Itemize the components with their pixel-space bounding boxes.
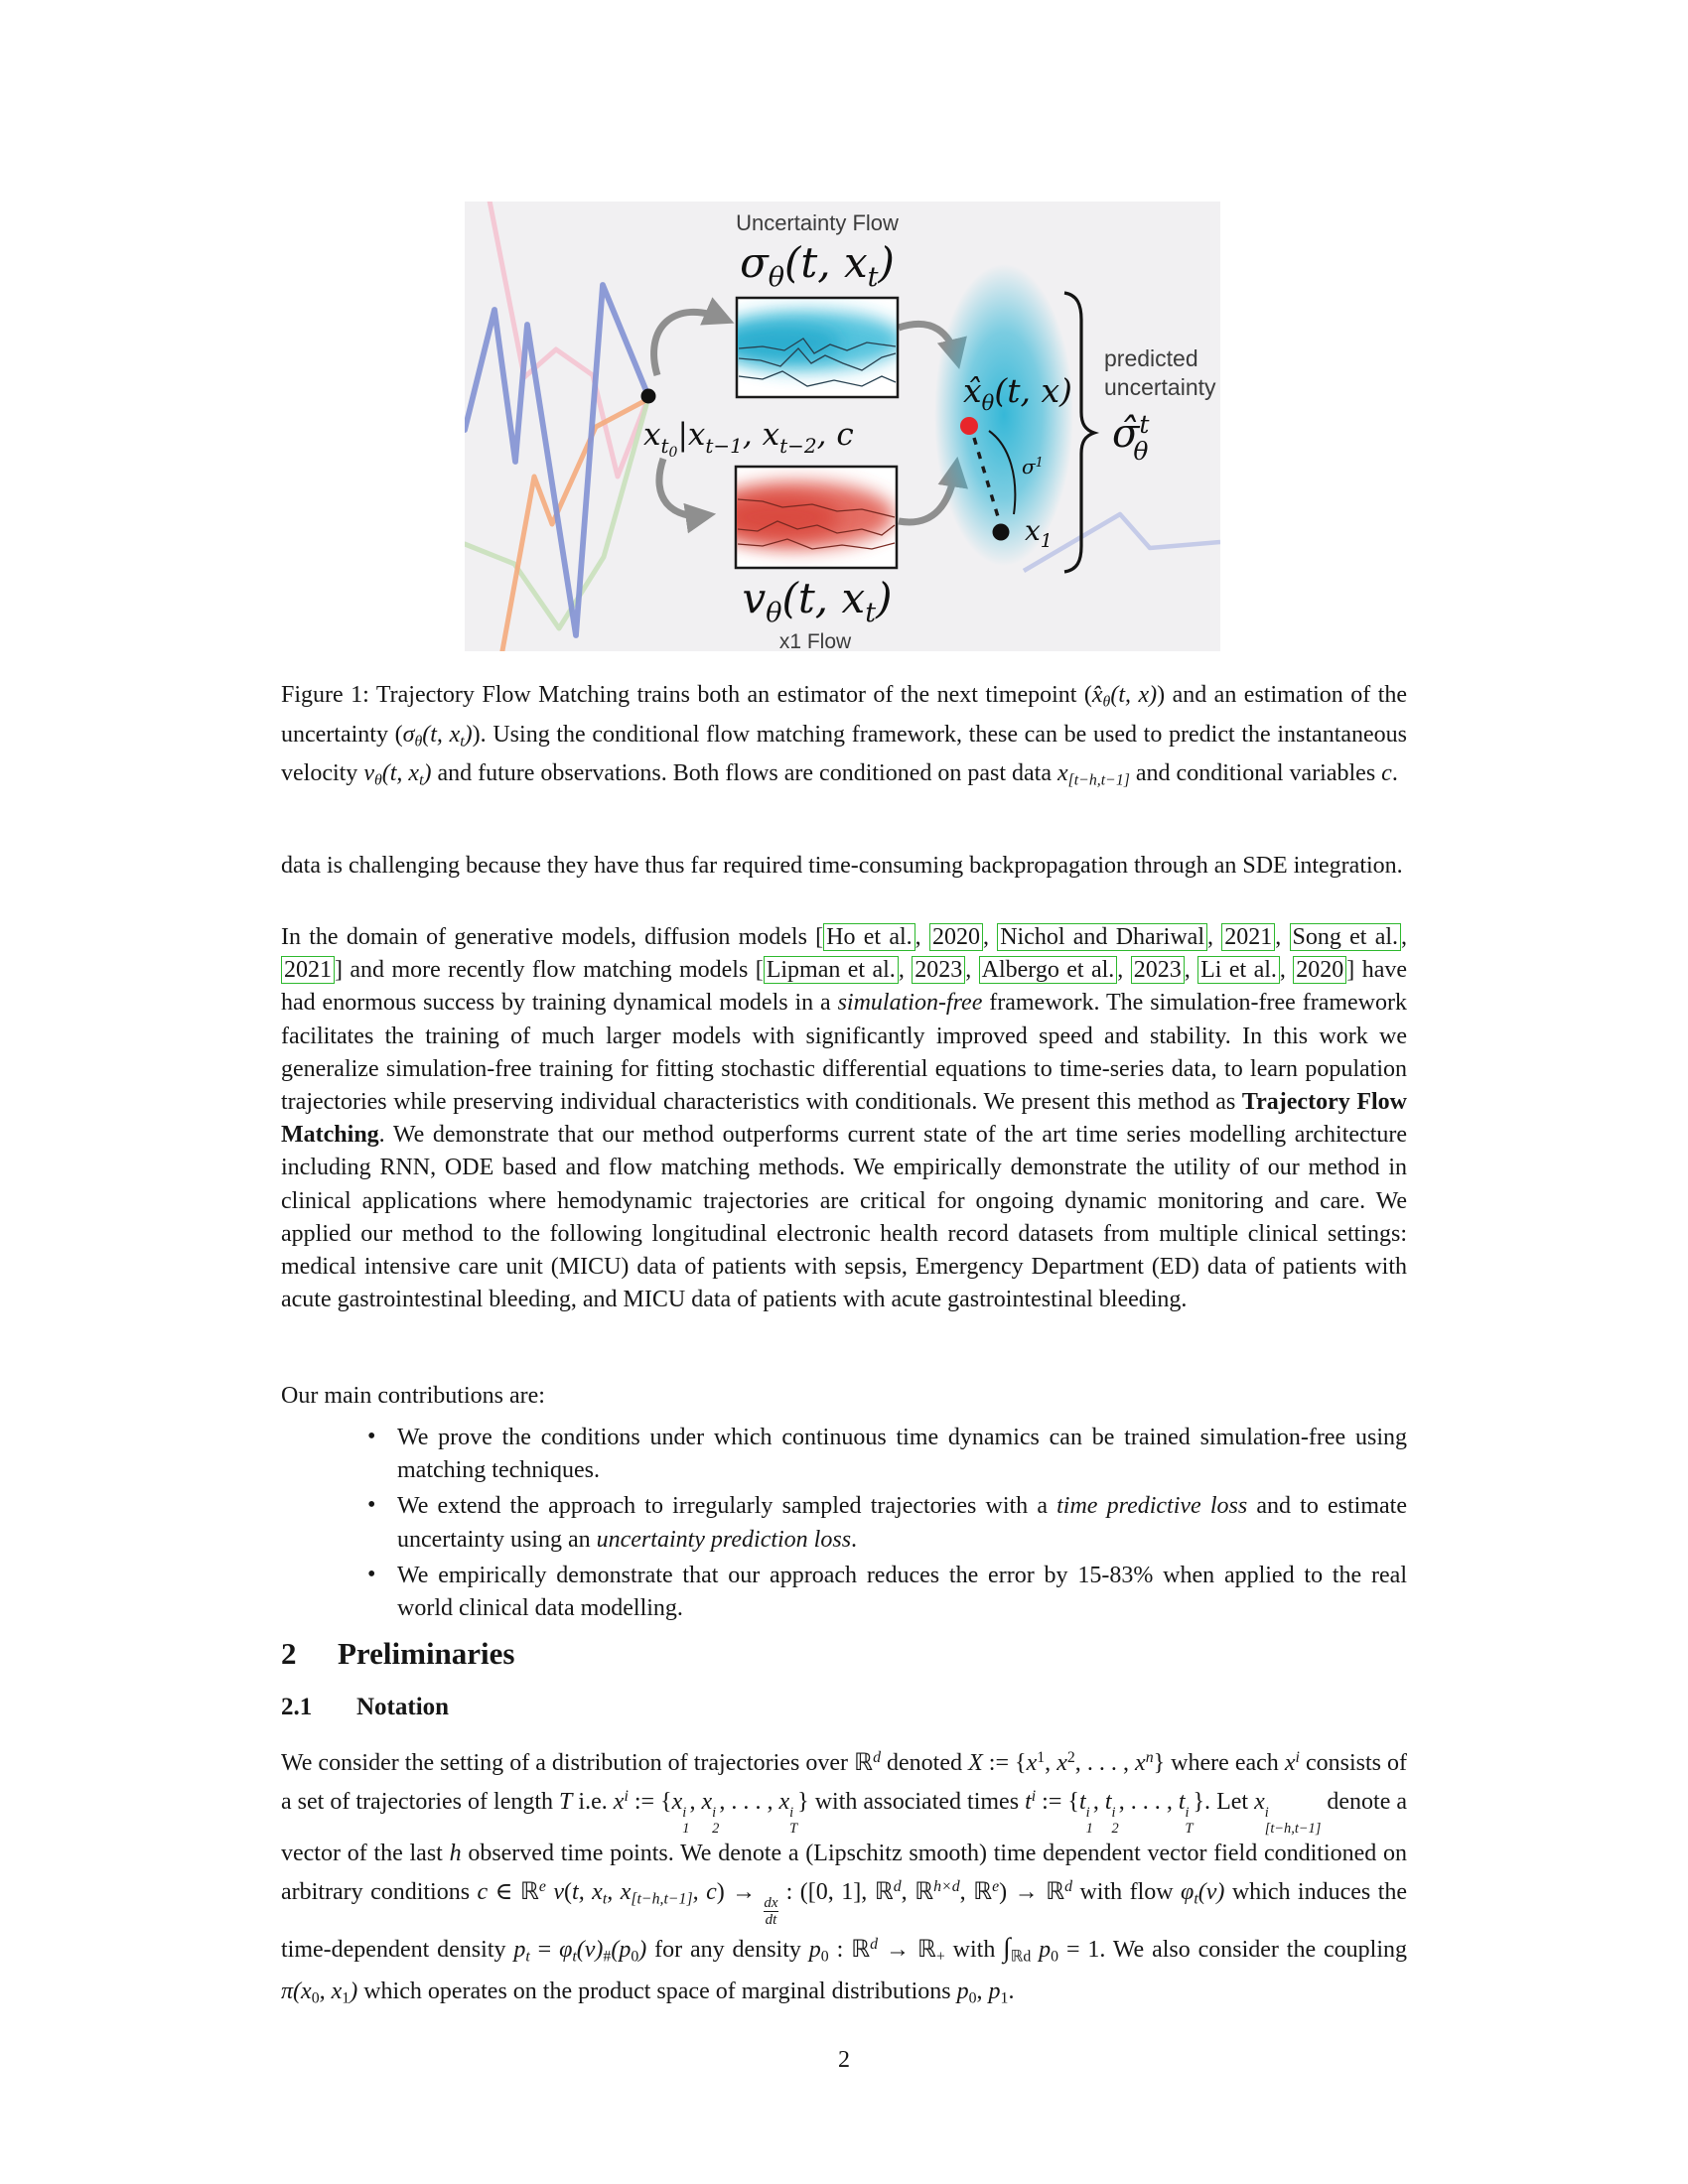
text-segment: ) bbox=[716, 1878, 725, 1905]
text-segment: for any density bbox=[646, 1937, 809, 1964]
text-segment: p bbox=[513, 1937, 526, 1964]
predicted-point-red-dot bbox=[960, 417, 978, 435]
section-number: 2 bbox=[281, 1636, 297, 1671]
text-segment: In the domain of generative models, diffusion models [ bbox=[281, 924, 824, 950]
text-segment: (x bbox=[293, 1978, 312, 2004]
text-segment: 0 bbox=[631, 1948, 639, 1966]
text-segment: with flow bbox=[1072, 1878, 1182, 1905]
text-segment: i 2 bbox=[712, 1805, 720, 1837]
text-segment: (p bbox=[611, 1937, 632, 1964]
list-item-text bbox=[397, 1563, 1407, 1621]
text-segment: . bbox=[1391, 760, 1398, 787]
subsection-title: Notation bbox=[356, 1694, 450, 1720]
text-segment: t bbox=[572, 1948, 577, 1966]
text-segment: x bbox=[701, 1788, 713, 1815]
text-segment: (v) bbox=[576, 1937, 604, 1964]
citation-link[interactable]: 2020 bbox=[1293, 956, 1346, 984]
condition-formula: $x_t0|x_{t-1}$, $x_{t-2}$, c bbox=[643, 417, 854, 461]
citation-link[interactable]: 2021 bbox=[281, 956, 335, 984]
text-segment: t bbox=[460, 733, 465, 751]
current-observation-dot bbox=[641, 389, 656, 404]
text-segment: p bbox=[1039, 1937, 1052, 1964]
text-segment: ] have had enormous success by training dynamical models in a bbox=[281, 957, 1407, 1017]
text-segment: 0 bbox=[820, 1948, 829, 1966]
text-segment: . We demonstrate that our method outperforms current state of the art time series modelling architecture including RNN, ODE based and flow matching methods. We empirically demonstrate the utility of our method in clinical applications where hemodynamic trajectories are critical for ongoing dynamic monitoring and care. We applied our method to the following longitudinal electronic health record datasets from multiple clinical settings: medical intensive care unit (MICU) data of patients with sepsis, Emergency Department (ED) data of patients with acute gastrointestinal bleeding, and MICU data of patients with acute gastrointestinal bleeding. bbox=[281, 1122, 1407, 1313]
text-segment: i 2 bbox=[1111, 1805, 1119, 1837]
text-segment: = 1. We also consider the coupling bbox=[1058, 1937, 1407, 1964]
text-segment: , bbox=[1045, 1749, 1057, 1776]
text-segment: i T bbox=[1185, 1805, 1194, 1837]
predicted-uncertainty-label-line2: uncertainty bbox=[1104, 374, 1216, 400]
text-segment: T bbox=[559, 1788, 573, 1815]
uncertainty-flow-box bbox=[710, 298, 905, 397]
text-segment: ℝ bbox=[916, 1935, 936, 1964]
text-segment: x bbox=[1284, 1749, 1296, 1776]
text-segment: d bbox=[893, 1877, 902, 1895]
text-segment: ∫ bbox=[1003, 1932, 1011, 1964]
text-segment: t bbox=[1194, 1890, 1198, 1908]
section-title: Preliminaries bbox=[338, 1636, 515, 1671]
paragraph-notation bbox=[281, 1741, 1407, 2015]
text-segment: (t, x bbox=[422, 721, 461, 748]
text-segment: ) → bbox=[999, 1878, 1047, 1905]
text-segment: ( bbox=[564, 1878, 573, 1905]
xhat-formula: $x̂_\theta(t$, x) bbox=[963, 371, 1072, 415]
text-segment: x bbox=[1026, 1749, 1038, 1776]
text-segment: σ bbox=[402, 721, 415, 748]
text-segment: t bbox=[525, 1948, 530, 1966]
text-segment: uncertainty prediction loss bbox=[596, 1526, 852, 1553]
text-segment: , bbox=[689, 1788, 702, 1815]
text-segment: which operates on the product space of marginal distributions bbox=[357, 1978, 957, 2004]
text-segment: , x bbox=[607, 1878, 632, 1905]
prediction-uncertainty-blob bbox=[934, 264, 1073, 566]
text-segment: x̂ bbox=[1091, 682, 1103, 708]
text-segment: := { bbox=[628, 1788, 672, 1815]
text-segment: ) bbox=[464, 721, 473, 748]
text-segment: ] and more recently flow matching models [ bbox=[335, 957, 764, 984]
text-segment: x bbox=[1056, 760, 1068, 787]
text-segment: → bbox=[878, 1937, 917, 1964]
text-segment: i [t−h,t−1] bbox=[1264, 1805, 1322, 1837]
text-segment: We consider the setting of a distribution of trajectories over bbox=[281, 1749, 855, 1776]
text-segment: and to estimate uncertainty using an bbox=[397, 1493, 1407, 1553]
text-segment: (t, x) bbox=[1110, 682, 1158, 708]
text-segment: p bbox=[988, 1978, 1001, 2004]
text-segment: , c bbox=[692, 1878, 717, 1905]
text-segment: ) bbox=[423, 760, 432, 787]
text-segment: , bbox=[959, 1878, 974, 1905]
text-segment: 2 bbox=[1066, 1749, 1075, 1766]
text-segment: x bbox=[778, 1788, 790, 1815]
text-segment: We prove the conditions under which continuous time dynamics can be trained simulation-free using matching techniques. bbox=[397, 1425, 1407, 1484]
text-segment: t bbox=[1078, 1788, 1086, 1815]
figure-1-image bbox=[465, 202, 1220, 651]
text-segment: Trajectory Flow Matching bbox=[281, 1089, 1407, 1149]
text-segment bbox=[1031, 1937, 1039, 1963]
text-segment: ℝ bbox=[874, 1876, 894, 1905]
text-segment: } where each bbox=[1153, 1749, 1285, 1776]
text-segment: ℝ bbox=[1046, 1876, 1065, 1905]
text-segment: , bbox=[898, 957, 913, 984]
text-segment: [t−h,t−1] bbox=[631, 1890, 693, 1908]
text-segment: := { bbox=[1036, 1788, 1079, 1815]
text-segment: π bbox=[281, 1978, 294, 2004]
text-segment: t, x bbox=[572, 1878, 603, 1905]
text-segment: , bbox=[982, 924, 998, 950]
text-segment: x bbox=[1056, 1749, 1067, 1776]
text-segment: i bbox=[1031, 1787, 1037, 1805]
citation-link[interactable]: Albergo et al. bbox=[979, 956, 1118, 984]
paragraph-generative-models bbox=[281, 921, 1407, 1316]
text-segment: 0 bbox=[311, 1989, 320, 2007]
text-segment: ). Using the conditional flow matching framework, these can be used to predict the instantaneous velocity bbox=[281, 721, 1408, 787]
list-item-text bbox=[397, 1493, 1407, 1552]
text-segment: x bbox=[613, 1788, 625, 1815]
text-segment: → bbox=[724, 1878, 764, 1905]
text-segment: x bbox=[1135, 1749, 1146, 1776]
text-segment: , bbox=[901, 1878, 915, 1905]
text-segment: , bbox=[965, 957, 979, 984]
citation-link[interactable]: 2023 bbox=[1131, 956, 1185, 984]
text-segment: denote a vector of the last bbox=[281, 1788, 1408, 1866]
text-segment: d bbox=[873, 1749, 881, 1766]
bullet-icon: • bbox=[367, 1561, 376, 1587]
text-segment: p bbox=[956, 1978, 969, 2004]
text-segment: c bbox=[1381, 760, 1392, 787]
text-segment: p bbox=[808, 1937, 821, 1964]
text-segment: t bbox=[1178, 1788, 1186, 1815]
uncertainty-flow-label: Uncertainty Flow bbox=[736, 210, 899, 235]
true-next-point-black-dot bbox=[993, 524, 1010, 541]
text-segment: which induces the time-dependent density bbox=[281, 1878, 1408, 1964]
text-segment: i bbox=[1295, 1749, 1300, 1766]
text-segment: , bbox=[1117, 957, 1131, 984]
text-segment: n bbox=[1145, 1749, 1154, 1766]
text-segment: c bbox=[477, 1878, 489, 1905]
text-segment: with bbox=[944, 1937, 1004, 1964]
text-segment: simulation-free bbox=[837, 990, 983, 1017]
subsection-number: 2.1 bbox=[281, 1694, 313, 1720]
text-segment: e bbox=[992, 1877, 1000, 1895]
text-segment: . bbox=[1008, 1978, 1015, 2004]
text-segment: h bbox=[449, 1840, 462, 1866]
text-segment: , bbox=[914, 924, 929, 950]
text-segment: i bbox=[624, 1787, 629, 1805]
text-segment: t bbox=[602, 1890, 608, 1908]
text-segment: , . . . , bbox=[719, 1788, 779, 1815]
text-segment: # bbox=[603, 1948, 612, 1966]
text-segment: θ bbox=[414, 733, 423, 751]
text-segment: framework. The simulation-free framework facilitates the training of much larger models with significantly improved speed and stability. In this work we generalize simulation-free training for fitting stochastic differential equations to time-series data, to learn population trajectories while preserving individual characteristics with conditionals. We present this method as bbox=[281, 990, 1407, 1116]
text-segment: ℝ bbox=[851, 1935, 871, 1964]
text-segment: = bbox=[529, 1937, 560, 1964]
text-segment: t bbox=[1104, 1788, 1112, 1815]
text-segment: i 1 bbox=[682, 1805, 690, 1837]
text-segment: 0 bbox=[1051, 1948, 1059, 1966]
bullet-icon: • bbox=[367, 1424, 376, 1449]
text-segment: ℝ bbox=[973, 1876, 993, 1905]
text-segment: θ bbox=[373, 771, 382, 789]
contributions-list bbox=[281, 1422, 1407, 1628]
text-segment: 1 bbox=[342, 1989, 351, 2007]
figure-1 bbox=[465, 202, 1220, 651]
page-number: 2 bbox=[838, 2047, 850, 2073]
text-segment: , bbox=[1184, 957, 1198, 984]
citation-link[interactable]: Nichol and Dhariwal bbox=[997, 923, 1207, 951]
text-segment: d bbox=[1064, 1877, 1072, 1895]
text-segment: }. Let bbox=[1193, 1788, 1255, 1815]
sigma1-label: $\sigma^1$ bbox=[1022, 455, 1044, 478]
text-segment: and conditional variables bbox=[1129, 760, 1382, 787]
text-segment: i.e. bbox=[572, 1788, 614, 1815]
text-segment: , bbox=[976, 1978, 989, 2004]
text-segment: ℝ bbox=[854, 1747, 874, 1776]
text-segment: X bbox=[968, 1749, 983, 1776]
text-segment: , bbox=[1275, 924, 1290, 950]
text-segment: ℝ bbox=[519, 1876, 539, 1905]
text-segment: } with associated times bbox=[797, 1788, 1026, 1815]
text-segment: , x bbox=[319, 1978, 343, 2004]
section-heading-preliminaries bbox=[281, 1636, 515, 1672]
citation-link[interactable]: Song et al. bbox=[1290, 923, 1402, 951]
text-segment: . bbox=[851, 1526, 858, 1553]
text-segment: x bbox=[671, 1788, 683, 1815]
text-segment: + bbox=[935, 1948, 945, 1966]
text-segment: v bbox=[363, 760, 374, 787]
text-segment: ) bbox=[350, 1978, 358, 2004]
text-segment: 1 bbox=[1037, 1749, 1046, 1766]
text-segment: data is challenging because they have thus far required time-consuming backpropagation through an SDE integration. bbox=[281, 853, 1403, 879]
text-segment: , bbox=[1207, 924, 1222, 950]
text-segment: ℝ bbox=[914, 1876, 934, 1905]
citation-link[interactable]: Lipman et al. bbox=[764, 956, 899, 984]
text-segment: i 1 bbox=[1085, 1805, 1093, 1837]
text-segment: θ bbox=[1102, 693, 1111, 711]
text-segment: We extend the approach to irregularly sampled trajectories with a bbox=[397, 1493, 1057, 1520]
text-segment: e bbox=[538, 1877, 546, 1895]
text-segment: time predictive loss bbox=[1056, 1493, 1248, 1520]
text-segment: $\frac{dx}{dt}$ bbox=[764, 1894, 778, 1929]
text-segment: i T bbox=[789, 1805, 798, 1837]
paragraph-sde-integration bbox=[281, 850, 1407, 883]
text-segment: (t, x bbox=[381, 760, 420, 787]
citation-link[interactable]: Ho et al. bbox=[823, 923, 915, 951]
text-segment: h×d bbox=[933, 1877, 960, 1895]
x1-flow-label: x1 Flow bbox=[778, 630, 852, 651]
text-segment: observed time points. We denote a (Lipschitz smooth) time dependent vector field conditioned on arbitrary conditions bbox=[281, 1840, 1408, 1905]
list-item bbox=[281, 1422, 1407, 1487]
text-segment: (v) bbox=[1197, 1878, 1225, 1905]
contributions-intro: Our main contributions are: bbox=[281, 1383, 545, 1409]
text-segment: t bbox=[419, 771, 424, 789]
citation-link[interactable]: 2021 bbox=[1221, 923, 1275, 951]
text-segment: ℝ bbox=[1010, 1946, 1024, 1966]
predicted-uncertainty-label-line1: predicted bbox=[1104, 345, 1198, 371]
text-segment: x bbox=[1254, 1788, 1265, 1815]
text-segment: := { bbox=[982, 1749, 1027, 1776]
text-segment: ) bbox=[638, 1937, 647, 1964]
citation-link[interactable]: 2020 bbox=[929, 923, 983, 951]
text-segment: We empirically demonstrate that our approach reduces the error by 15-83% when applied to the real world clinical data modelling. bbox=[397, 1562, 1407, 1622]
text-segment: t bbox=[1025, 1788, 1032, 1815]
text-segment: d bbox=[1023, 1948, 1032, 1966]
text-segment: d bbox=[870, 1936, 879, 1954]
list-item-text bbox=[397, 1425, 1407, 1483]
sigma-hat-formula: σ̂$^t$ θ bbox=[1112, 410, 1150, 466]
text-segment: : ([0, 1], bbox=[778, 1878, 875, 1905]
text-segment: Figure 1: Trajectory Flow Matching trains both an estimator of the next timepoint ( bbox=[281, 682, 1092, 708]
text-segment: v bbox=[553, 1878, 565, 1905]
text-segment: φ bbox=[1181, 1878, 1195, 1905]
x1-point-label: $x_1$ bbox=[1025, 514, 1053, 552]
text-segment: , . . . , bbox=[1074, 1749, 1136, 1776]
subsection-heading-notation bbox=[281, 1694, 449, 1721]
text-segment: consists of a set of trajectories of length bbox=[281, 1749, 1408, 1815]
text-segment: , bbox=[1401, 924, 1408, 950]
text-segment: 1 bbox=[1000, 1989, 1009, 2007]
list-item bbox=[281, 1560, 1407, 1625]
v-flow-formula: $v_\theta(t$, $x_t$) bbox=[742, 574, 893, 628]
text-segment: ) and an estimation of the uncertainty ( bbox=[281, 682, 1408, 748]
text-segment: and future observations. Both flows are conditioned on past data bbox=[431, 760, 1057, 787]
citation-link[interactable]: Li et al. bbox=[1197, 956, 1280, 984]
text-segment: , . . . , bbox=[1118, 1788, 1179, 1815]
bullet-icon: • bbox=[367, 1492, 376, 1519]
text-segment: , bbox=[1092, 1788, 1105, 1815]
sigma-flow-formula: $\sigma_\theta(t$, $x_t$) bbox=[740, 238, 895, 293]
text-segment: ∈ bbox=[488, 1878, 520, 1905]
text-segment: φ bbox=[559, 1937, 573, 1964]
figure-1-caption bbox=[281, 679, 1407, 797]
text-segment: 0 bbox=[968, 1989, 977, 2007]
text-segment: denoted bbox=[880, 1749, 969, 1776]
text-segment: , bbox=[1279, 957, 1294, 984]
text-segment: [t−h,t−1] bbox=[1067, 771, 1130, 789]
list-item bbox=[281, 1490, 1407, 1556]
text-segment: : bbox=[828, 1937, 852, 1964]
citation-link[interactable]: 2023 bbox=[912, 956, 965, 984]
